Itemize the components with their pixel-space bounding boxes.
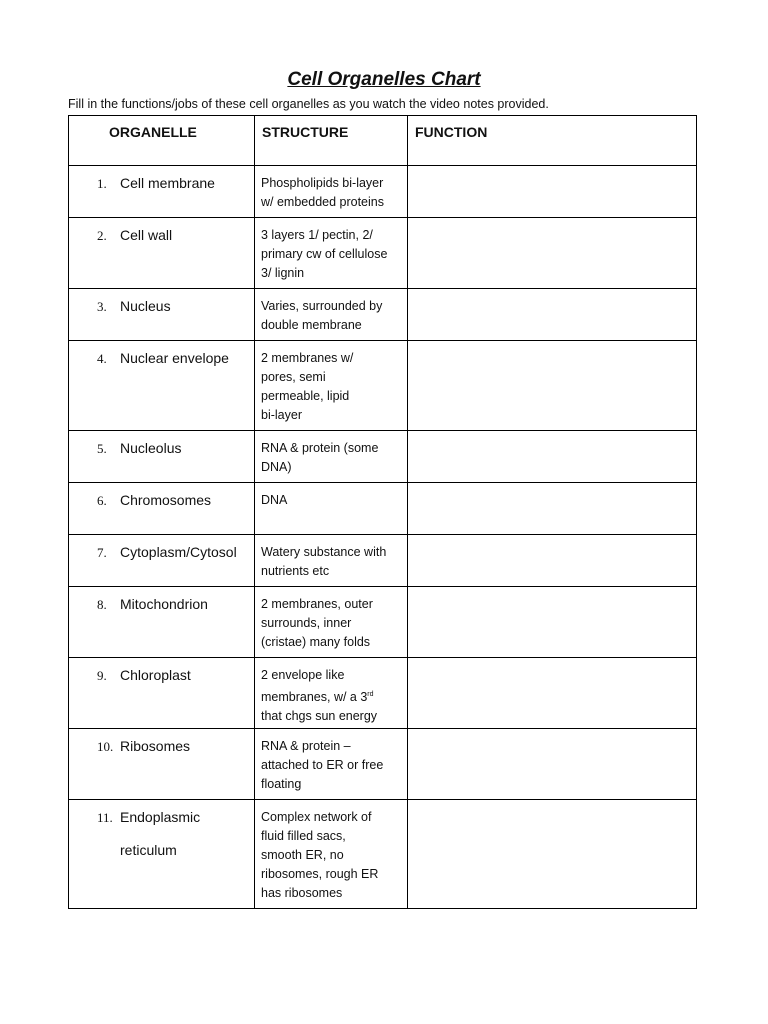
structure-text: 2 envelope like [261, 668, 345, 682]
structure-text: Watery substance with [261, 545, 387, 559]
organelle-cell [69, 658, 255, 729]
function-cell[interactable] [408, 587, 697, 658]
table-row [69, 289, 697, 341]
structure-line [261, 775, 401, 794]
structure-text: floating [261, 777, 302, 791]
structure-text: 3/ lignin [261, 266, 305, 280]
organelles-table [68, 115, 697, 909]
structure-line [261, 245, 401, 264]
structure-line [261, 458, 401, 477]
structure-cell [255, 483, 408, 535]
table-row [69, 341, 697, 431]
function-cell[interactable] [408, 218, 697, 289]
organelle-cell [69, 289, 255, 341]
row-number: 9. [97, 668, 107, 683]
structure-cell [255, 166, 408, 218]
structure-line [261, 491, 401, 510]
table-row [69, 535, 697, 587]
structure-cell [255, 535, 408, 587]
table-row [69, 218, 697, 289]
header-organelle: ORGANELLE [69, 116, 255, 166]
structure-text: double membrane [261, 318, 362, 332]
structure-text: DNA) [261, 460, 292, 474]
structure-text: that chgs sun energy [261, 709, 378, 724]
header-structure: STRUCTURE [255, 116, 408, 166]
structure-text: Varies, surrounded by [261, 299, 383, 313]
organelle-name: Ribosomes [120, 738, 191, 754]
function-cell[interactable] [408, 535, 697, 587]
structure-text: DNA [261, 493, 288, 507]
table-row [69, 658, 697, 729]
structure-superscript: rd [367, 691, 374, 698]
structure-line [261, 846, 401, 865]
table-row [69, 800, 697, 909]
structure-text: Phospholipids bi-layer [261, 176, 384, 190]
structure-text: ribosomes, rough ER [261, 867, 379, 881]
row-number: 8. [97, 597, 107, 612]
structure-cell [255, 587, 408, 658]
organelle-name: Nucleolus [120, 440, 182, 456]
structure-line [261, 406, 401, 425]
structure-line [261, 439, 401, 458]
structure-line [261, 368, 401, 387]
organelle-name: Nuclear envelope [120, 350, 229, 366]
row-number: 5. [97, 441, 107, 456]
structure-line [261, 387, 401, 406]
structure-text: RNA & protein (some [261, 441, 379, 455]
table-row [69, 431, 697, 483]
table-header-row [69, 116, 697, 166]
structure-cell [255, 341, 408, 431]
structure-line [261, 666, 401, 685]
structure-line [261, 174, 401, 193]
structure-line [261, 707, 401, 726]
structure-line [261, 316, 401, 335]
structure-text: bi-layer [261, 408, 302, 422]
structure-text: membranes, w/ a 3 [261, 690, 368, 705]
structure-line [261, 264, 401, 283]
header-function: FUNCTION [408, 116, 697, 166]
structure-line [261, 297, 401, 316]
organelle-name: Nucleus [120, 298, 171, 314]
page-title: Cell Organelles Chart [287, 69, 481, 90]
row-number: 7. [97, 545, 107, 560]
organelle-name: Cell wall [120, 227, 173, 243]
structure-line [261, 737, 401, 756]
structure-line [261, 226, 401, 245]
organelle-name: Cytoplasm/Cytosol [120, 544, 237, 560]
table-row [69, 166, 697, 218]
structure-text: (cristae) many folds [261, 635, 371, 649]
table-row [69, 483, 697, 535]
organelle-name: Cell membrane [120, 175, 215, 191]
structure-line [261, 633, 401, 652]
function-cell[interactable] [408, 658, 697, 729]
organelle-cell [69, 341, 255, 431]
structure-line [261, 193, 401, 212]
function-cell[interactable] [408, 341, 697, 431]
organelle-name: Mitochondrion [120, 596, 208, 612]
structure-line [261, 543, 401, 562]
structure-cell [255, 729, 408, 800]
structure-cell [255, 800, 408, 909]
structure-text: surrounds, inner [261, 616, 352, 630]
table-row [69, 587, 697, 658]
structure-text: RNA & protein – [261, 739, 351, 753]
row-number: 1. [97, 176, 107, 191]
structure-text: primary cw of cellulose [261, 247, 388, 261]
organelle-cell [69, 431, 255, 483]
instructions-text: Fill in the functions/jobs of these cell organelles as you watch the video notes provided. [68, 97, 549, 111]
structure-line [261, 827, 401, 846]
structure-line [261, 865, 401, 884]
organelle-cell [69, 535, 255, 587]
structure-text: permeable, lipid [261, 389, 350, 403]
structure-line [261, 595, 401, 614]
row-number: 10. [97, 739, 114, 754]
organelle-name: Chloroplast [120, 667, 191, 683]
structure-line [261, 562, 401, 581]
structure-text: attached to ER or free [261, 758, 384, 772]
structure-line [261, 614, 401, 633]
row-number: 4. [97, 351, 107, 366]
organelle-cell [69, 729, 255, 800]
structure-text: 2 membranes w/ [261, 351, 354, 365]
table-row [69, 729, 697, 800]
structure-text: w/ embedded proteins [261, 195, 384, 209]
structure-line [261, 808, 401, 827]
organelle-cell [69, 800, 255, 909]
structure-cell [255, 289, 408, 341]
structure-text: nutrients etc [261, 564, 330, 578]
structure-text: pores, semi [261, 370, 326, 384]
row-number: 11. [97, 810, 113, 825]
structure-line [261, 685, 401, 707]
function-cell[interactable] [408, 289, 697, 341]
structure-cell [255, 218, 408, 289]
organelle-cell [69, 587, 255, 658]
function-cell[interactable] [408, 729, 697, 800]
organelle-name: Chromosomes [120, 492, 212, 508]
function-cell[interactable] [408, 166, 697, 218]
row-number: 6. [97, 493, 107, 508]
organelle-name: Endoplasmic [120, 809, 201, 825]
structure-line [261, 756, 401, 775]
row-number: 3. [97, 299, 107, 314]
structure-text: smooth ER, no [261, 848, 344, 862]
structure-cell [255, 658, 408, 729]
structure-text: fluid filled sacs, [261, 829, 346, 843]
organelle-cell [69, 483, 255, 535]
structure-cell [255, 431, 408, 483]
organelle-name-line2: reticulum [120, 842, 177, 858]
function-cell[interactable] [408, 483, 697, 535]
function-cell[interactable] [408, 431, 697, 483]
structure-line [261, 884, 401, 903]
function-cell[interactable] [408, 800, 697, 909]
structure-text: Complex network of [261, 810, 372, 824]
structure-text: 2 membranes, outer [261, 597, 373, 611]
structure-line [261, 349, 401, 368]
structure-text: has ribosomes [261, 886, 343, 900]
row-number: 2. [97, 228, 107, 243]
organelle-cell [69, 166, 255, 218]
organelle-cell [69, 218, 255, 289]
structure-text: 3 layers 1/ pectin, 2/ [261, 228, 373, 242]
